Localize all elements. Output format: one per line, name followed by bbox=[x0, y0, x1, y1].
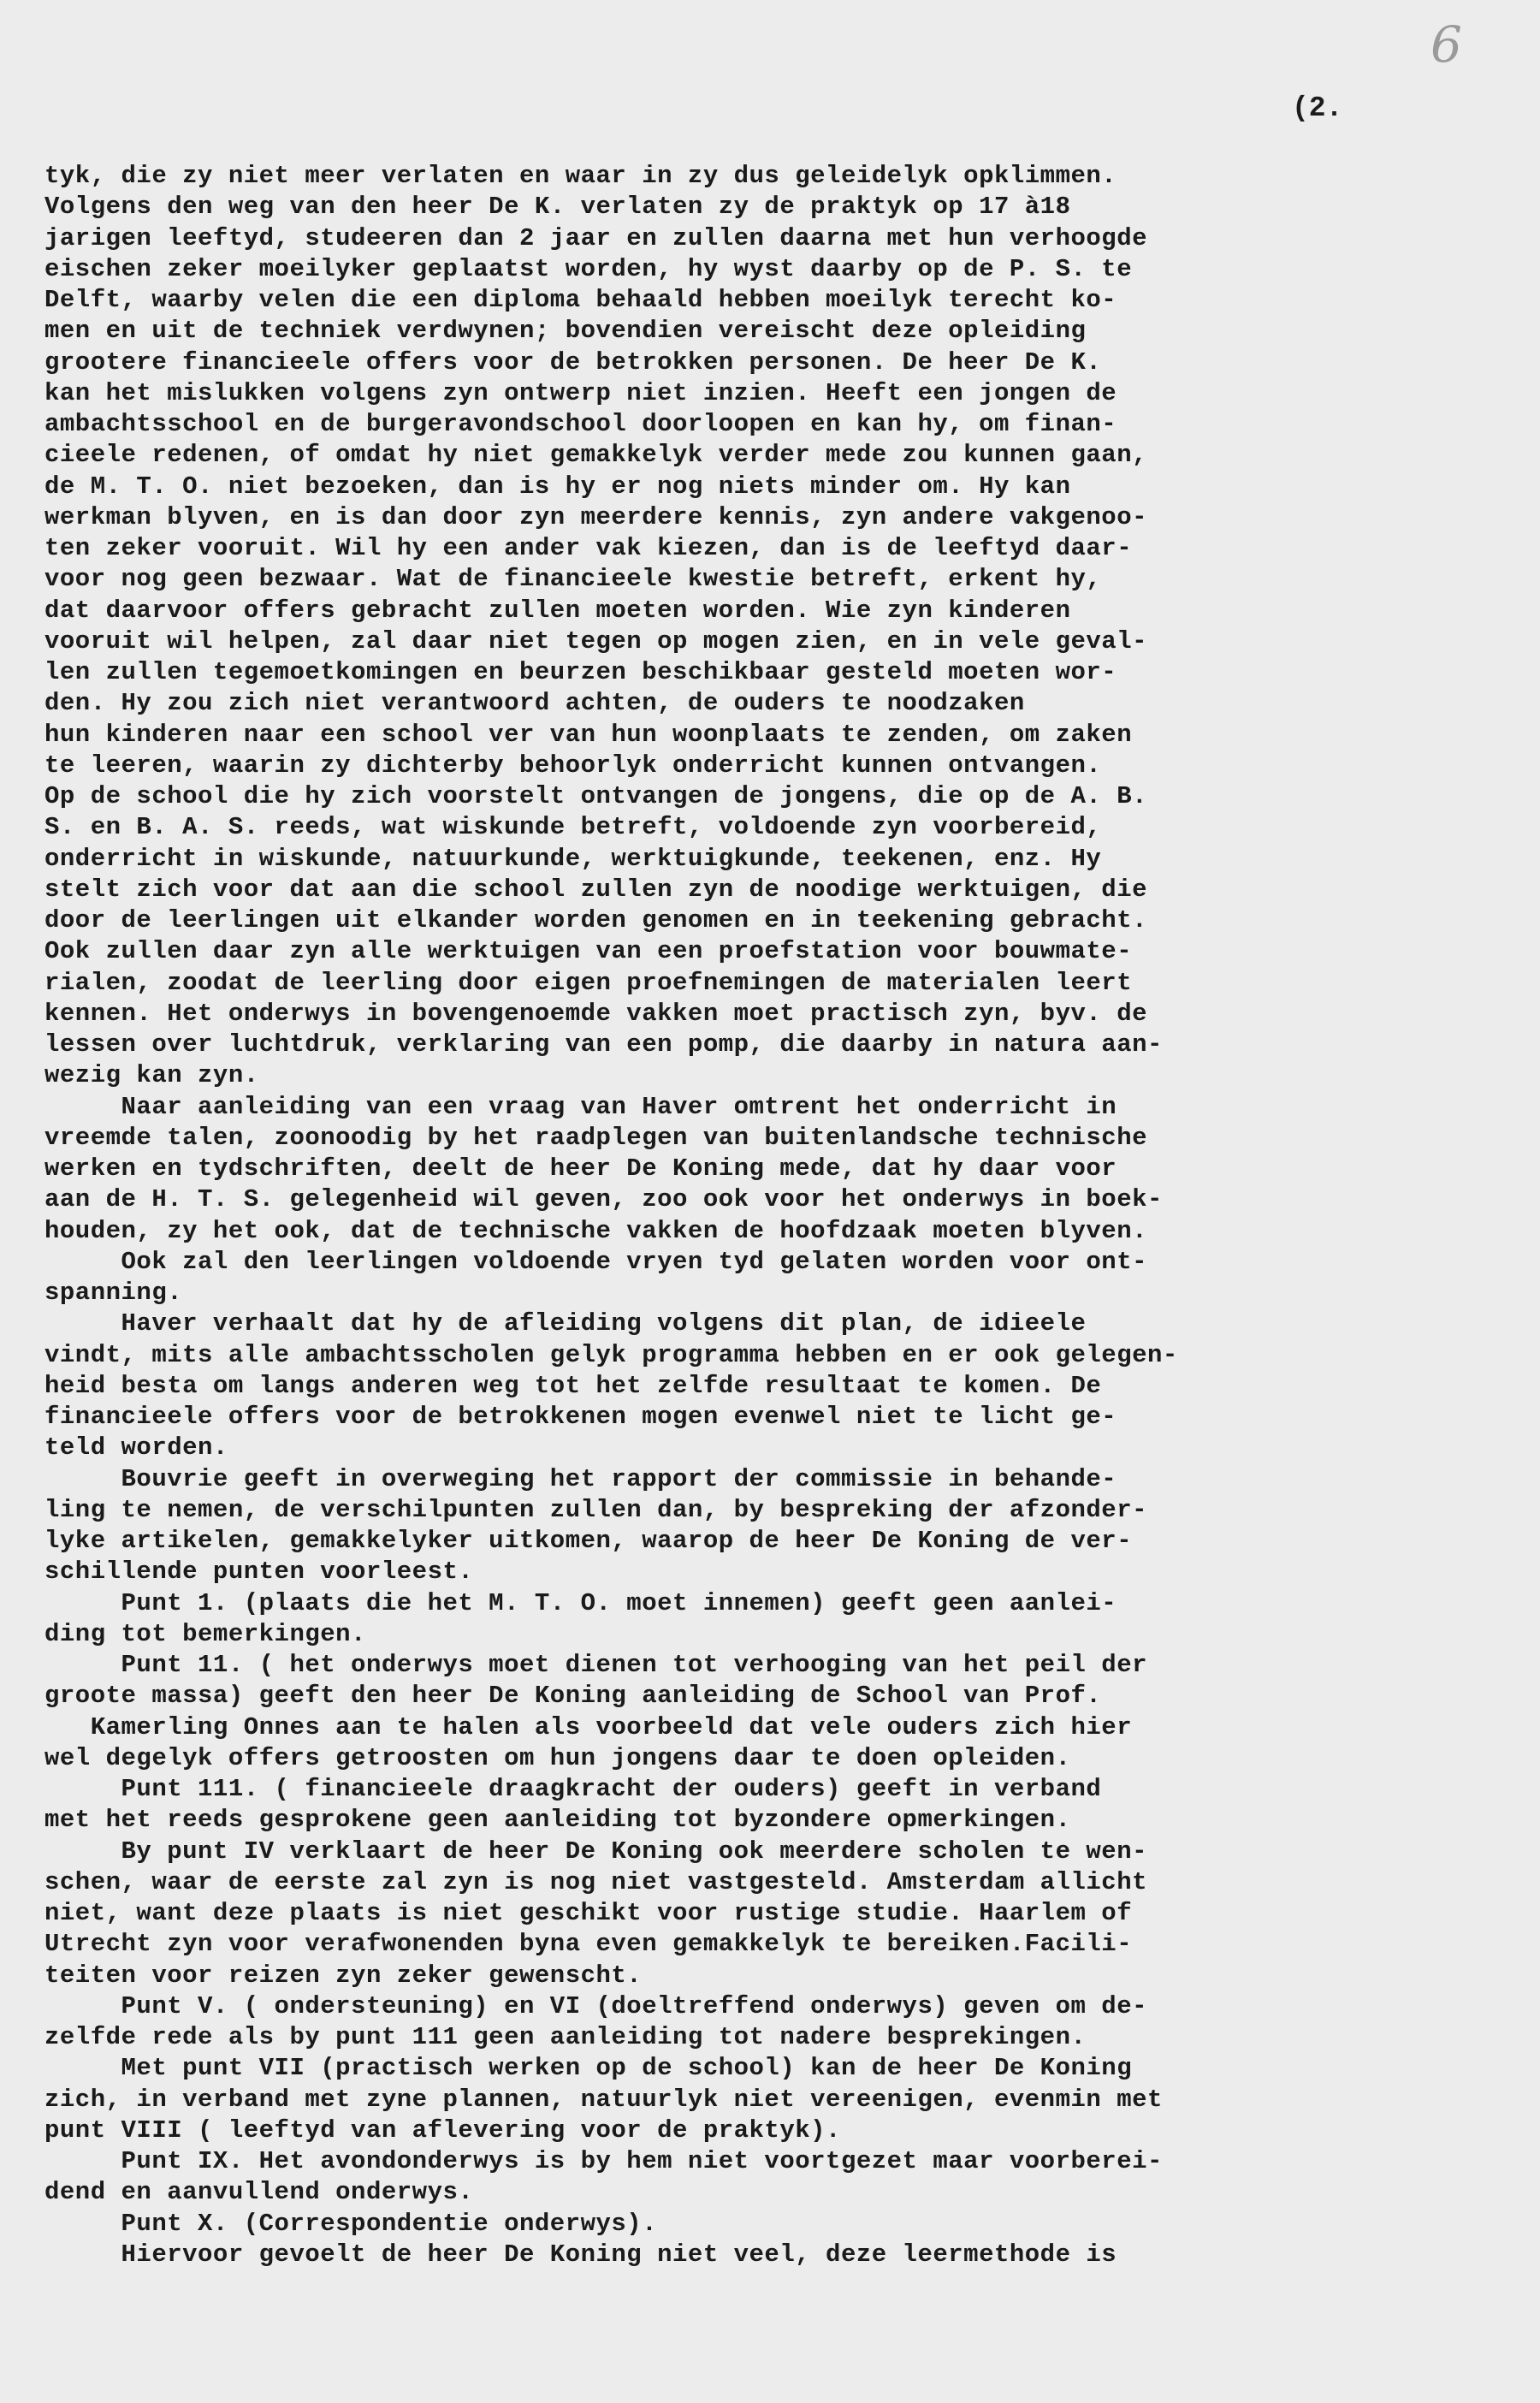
text-line: Bouvrie geeft in overweging het rapport der commissie in behande- bbox=[44, 1464, 1117, 1493]
text-line: schen, waar de eerste zal zyn is nog niet vastgesteld. Amsterdam allicht bbox=[44, 1867, 1148, 1896]
text-line: Utrecht zyn voor verafwonenden byna even gemakkelyk te bereiken.Facili- bbox=[44, 1930, 1133, 1959]
text-line: onderricht in wiskunde, natuurkunde, werktuigkunde, teekenen, enz. Hy bbox=[44, 844, 1102, 873]
text-line: voor nog geen bezwaar. Wat de financieele kwestie betreft, erkent hy, bbox=[44, 565, 1102, 594]
text-line: werken en tydschriften, deelt de heer De Koning mede, dat hy daar voor bbox=[44, 1154, 1117, 1183]
pencil-page-number: 6 bbox=[1430, 15, 1462, 74]
text-line: werkman blyven, en is dan door zyn meerdere kennis, zyn andere vakgenoo- bbox=[44, 502, 1148, 531]
text-line: de M. T. O. niet bezoeken, dan is hy er nog niets minder om. Hy kan bbox=[44, 472, 1071, 501]
text-line: Kamerling Onnes aan te halen als voorbeeld dat vele ouders zich hier bbox=[44, 1712, 1133, 1741]
text-line: heid besta om langs anderen weg tot het zelfde resultaat te komen. De bbox=[44, 1371, 1102, 1400]
text-line: eischen zeker moeilyker geplaatst worden, hy wyst daarby op de P. S. te bbox=[44, 254, 1133, 283]
text-line: hun kinderen naar een school ver van hun woonplaats te zenden, om zaken bbox=[44, 720, 1133, 749]
text-line: vooruit wil helpen, zal daar niet tegen op mogen zien, en in vele geval- bbox=[44, 626, 1148, 656]
text-line: teld worden. bbox=[44, 1433, 228, 1463]
text-line: rialen, zoodat de leerling door eigen proefnemingen de materialen leert bbox=[44, 968, 1133, 997]
text-line: dend en aanvullend onderwys. bbox=[44, 2178, 474, 2207]
text-line: Punt X. (Correspondentie onderwys). bbox=[44, 2209, 658, 2238]
text-line: wezig kan zyn. bbox=[44, 1061, 259, 1090]
text-line: vreemde talen, zoonoodig by het raadplegen van buitenlandsche technische bbox=[44, 1123, 1148, 1152]
text-line: lyke artikelen, gemakkelyker uitkomen, waarop de heer De Koning de ver- bbox=[44, 1527, 1133, 1555]
text-line: grootere financieele offers voor de betrokken personen. De heer De K. bbox=[44, 347, 1102, 377]
text-line: tyk, die zy niet meer verlaten en waar in zy dus geleidelyk opklimmen. bbox=[44, 162, 1117, 190]
text-line: zelfde rede als by punt 111 geen aanleiding tot nadere besprekingen. bbox=[44, 2023, 1087, 2051]
text-line: Punt V. ( ondersteuning) en VI (doeltreffend onderwys) geven om de- bbox=[44, 1991, 1148, 2020]
text-line: Haver verhaalt dat hy de afleiding volgens dit plan, de idieele bbox=[44, 1309, 1087, 1338]
text-line: dat daarvoor offers gebracht zullen moeten worden. Wie zyn kinderen bbox=[44, 596, 1071, 625]
text-line: lessen over luchtdruk, verklaring van een pomp, die daarby in natura aan- bbox=[44, 1030, 1163, 1059]
text-line: Punt 1. (plaats die het M. T. O. moet innemen) geeft geen aanlei- bbox=[44, 1588, 1117, 1617]
text-line: Met punt VII (practisch werken op de school) kan de heer De Koning bbox=[44, 2054, 1133, 2083]
text-line: vindt, mits alle ambachtsscholen gelyk programma hebben en er ook gelegen- bbox=[44, 1340, 1178, 1369]
text-line: Punt 11. ( het onderwys moet dienen tot verhooging van het peil der bbox=[44, 1651, 1148, 1679]
text-line: ten zeker vooruit. Wil hy een ander vak kiezen, dan is de leeftyd daar- bbox=[44, 534, 1133, 562]
text-line: groote massa) geeft den heer De Koning aanleiding de School van Prof. bbox=[44, 1682, 1102, 1711]
text-line: Volgens den weg van den heer De K. verlaten zy de praktyk op 17 à18 bbox=[44, 193, 1071, 222]
text-line: jarigen leeftyd, studeeren dan 2 jaar en zullen daarna met hun verhoogde bbox=[44, 223, 1148, 252]
typed-body-text bbox=[44, 161, 1499, 2270]
text-line: teiten voor reizen zyn zeker gewenscht. bbox=[44, 1961, 643, 1990]
text-line: houden, zy het ook, dat de technische vakken de hoofdzaak moeten blyven. bbox=[44, 1216, 1148, 1245]
text-line: wel degelyk offers getroosten om hun jongens daar te doen opleiden. bbox=[44, 1743, 1071, 1772]
text-line: Hiervoor gevoelt de heer De Koning niet veel, deze leermethode is bbox=[44, 2240, 1117, 2269]
text-line: Ook zullen daar zyn alle werktuigen van een proefstation voor bouwmate- bbox=[44, 937, 1133, 966]
text-line: Punt 111. ( financieele draagkracht der ouders) geeft in verband bbox=[44, 1775, 1102, 1803]
text-line: By punt IV verklaart de heer De Koning ook meerdere scholen te wen- bbox=[44, 1836, 1148, 1866]
text-line: niet, want deze plaats is niet geschikt voor rustige studie. Haarlem of bbox=[44, 1899, 1133, 1927]
text-line: men en uit de techniek verdwynen; bovendien vereischt deze opleiding bbox=[44, 317, 1087, 346]
text-line: Op de school die hy zich voorstelt ontvangen de jongens, die op de A. B. bbox=[44, 782, 1148, 810]
text-line: S. en B. A. S. reeds, wat wiskunde betreft, voldoende zyn voorbereid, bbox=[44, 813, 1102, 842]
text-line: door de leerlingen uit elkander worden genomen en in teekening gebracht. bbox=[44, 906, 1148, 934]
text-line: spanning. bbox=[44, 1279, 183, 1307]
text-line: schillende punten voorleest. bbox=[44, 1558, 474, 1587]
text-line: cieele redenen, of omdat hy niet gemakkelyk verder mede zou kunnen gaan, bbox=[44, 441, 1148, 470]
text-line: Naar aanleiding van een vraag van Haver omtrent het onderricht in bbox=[44, 1092, 1117, 1121]
text-line: stelt zich voor dat aan die school zullen zyn de noodige werktuigen, die bbox=[44, 875, 1148, 904]
text-line: te leeren, waarin zy dichterby behoorlyk onderricht kunnen ontvangen. bbox=[44, 751, 1102, 780]
text-line: kennen. Het onderwys in bovengenoemde vakken moet practisch zyn, byv. de bbox=[44, 999, 1148, 1028]
text-line: financieele offers voor de betrokkenen mogen evenwel niet te licht ge- bbox=[44, 1403, 1117, 1431]
text-line: Delft, waarby velen die een diploma behaald hebben moeilyk terecht ko- bbox=[44, 286, 1117, 314]
text-line: ding tot bemerkingen. bbox=[44, 1619, 366, 1648]
text-line: den. Hy zou zich niet verantwoord achten, de ouders te noodzaken bbox=[44, 689, 1025, 718]
text-line: zich, in verband met zyne plannen, natuurlyk niet vereenigen, evenmin met bbox=[44, 2085, 1163, 2114]
typed-page-number: (2. bbox=[1292, 92, 1343, 124]
text-line: Punt IX. Het avondonderwys is by hem niet voortgezet maar voorberei- bbox=[44, 2147, 1163, 2175]
text-line: Ook zal den leerlingen voldoende vryen tyd gelaten worden voor ont- bbox=[44, 1247, 1148, 1276]
text-line: kan het mislukken volgens zyn ontwerp niet inzien. Heeft een jongen de bbox=[44, 378, 1117, 407]
text-line: aan de H. T. S. gelegenheid wil geven, zoo ook voor het onderwys in boek- bbox=[44, 1185, 1163, 1214]
text-line: ling te nemen, de verschilpunten zullen dan, by bespreking der afzonder- bbox=[44, 1495, 1148, 1524]
text-line: punt VIII ( leeftyd van aflevering voor de praktyk). bbox=[44, 2115, 841, 2145]
text-line: len zullen tegemoetkomingen en beurzen beschikbaar gesteld moeten wor- bbox=[44, 658, 1117, 686]
text-line: met het reeds gesprokene geen aanleiding tot byzondere opmerkingen. bbox=[44, 1806, 1071, 1835]
text-line: ambachtsschool en de burgeravondschool doorloopen en kan hy, om finan- bbox=[44, 410, 1117, 438]
